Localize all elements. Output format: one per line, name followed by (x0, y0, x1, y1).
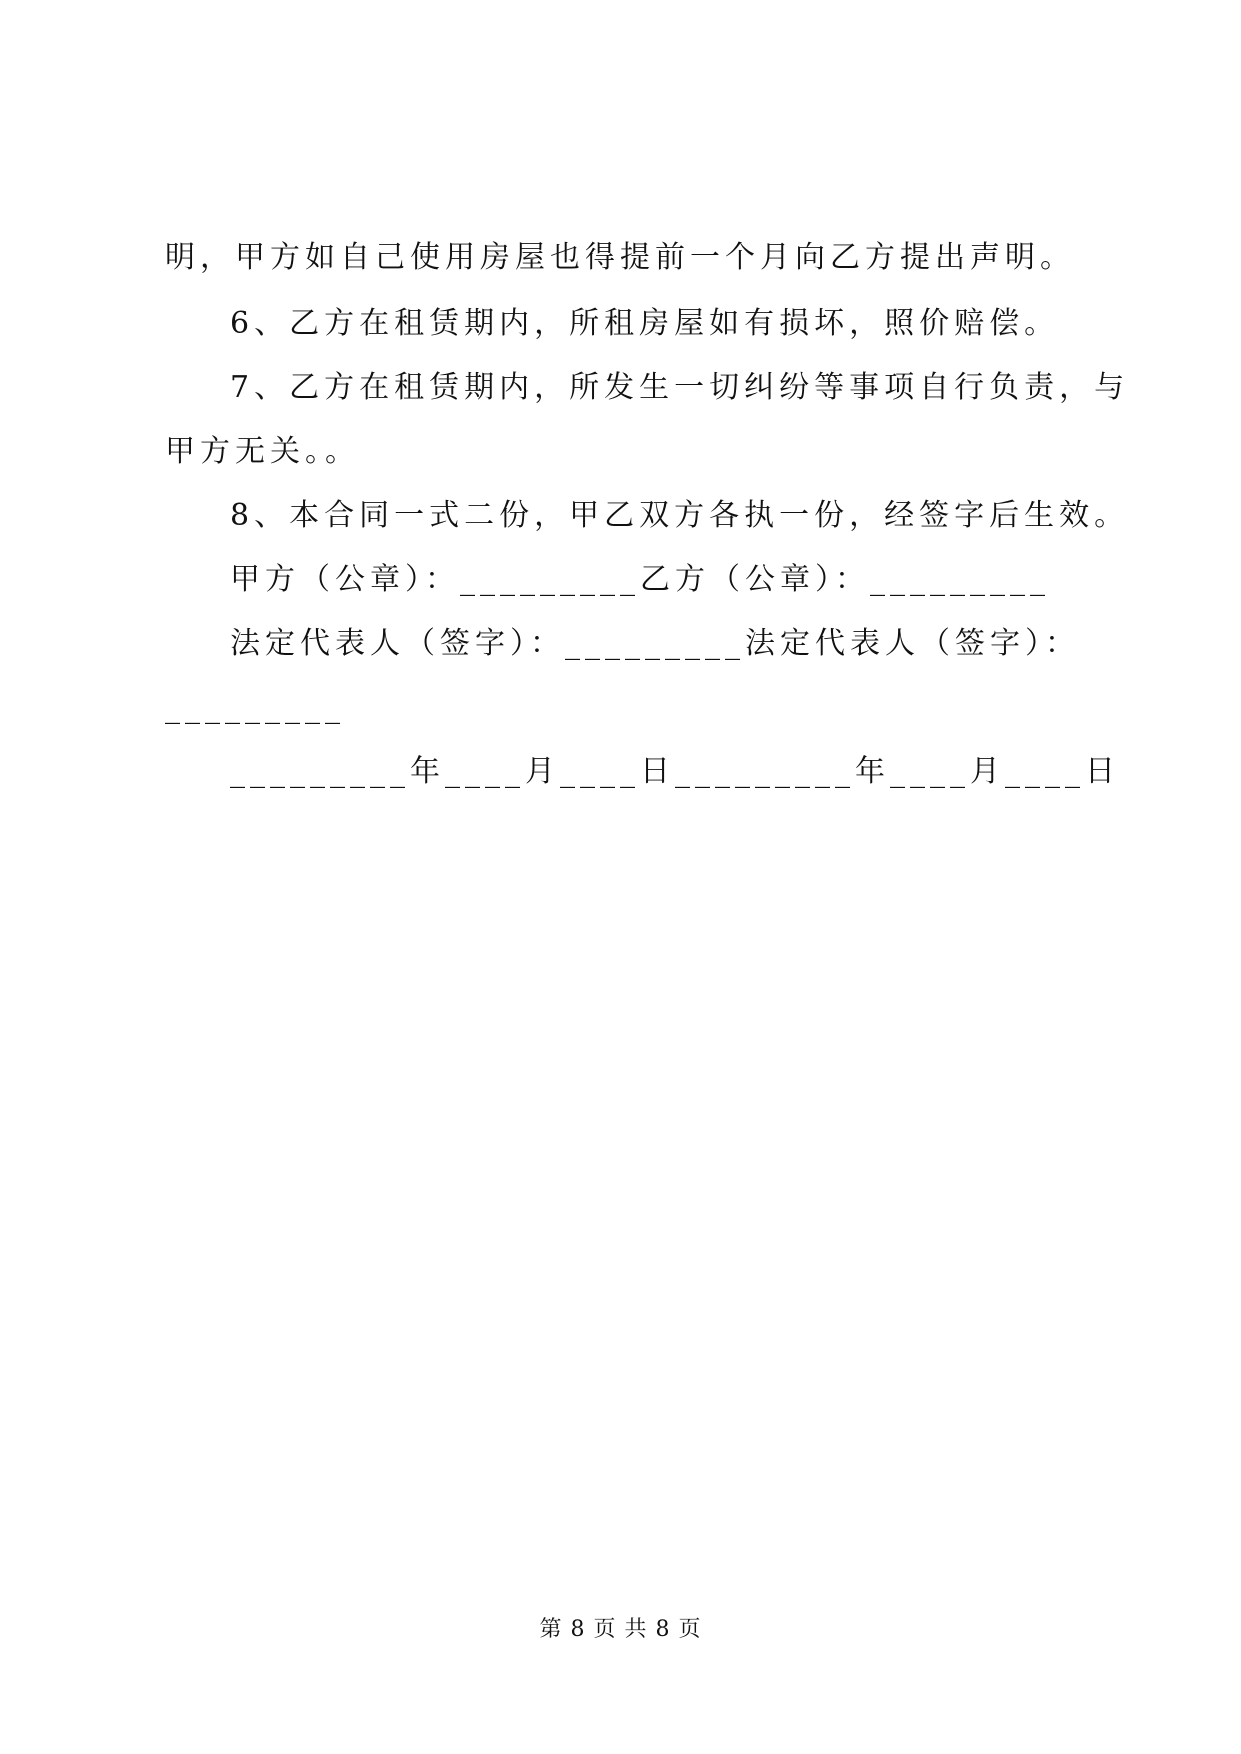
signature-line-blank: _________ (165, 690, 345, 725)
paragraph-line-5: 8、本合同一式二份，甲乙双方各执一份，经签字后生效。 (230, 498, 1130, 533)
page-footer: 第 8 页 共 8 页 (539, 1617, 702, 1642)
paragraph-line-2: 6、乙方在租赁期内，所租房屋如有损坏，照价赔偿。 (230, 306, 1060, 341)
date-line: _________年____月____日_________年____月____日 (230, 754, 1120, 789)
paragraph-line-4: 甲方无关。。 (165, 434, 360, 469)
signature-line-representative: 法定代表人（签字）：_________法定代表人（签字）： (230, 626, 1080, 661)
paragraph-line-3: 7、乙方在租赁期内，所发生一切纠纷等事项自行负责，与 (230, 370, 1130, 405)
paragraph-line-1: 明，甲方如自己使用房屋也得提前一个月向乙方提出声明。 (165, 240, 1075, 275)
signature-line-seal: 甲方（公章）：_________乙方（公章）：_________ (230, 562, 1050, 597)
